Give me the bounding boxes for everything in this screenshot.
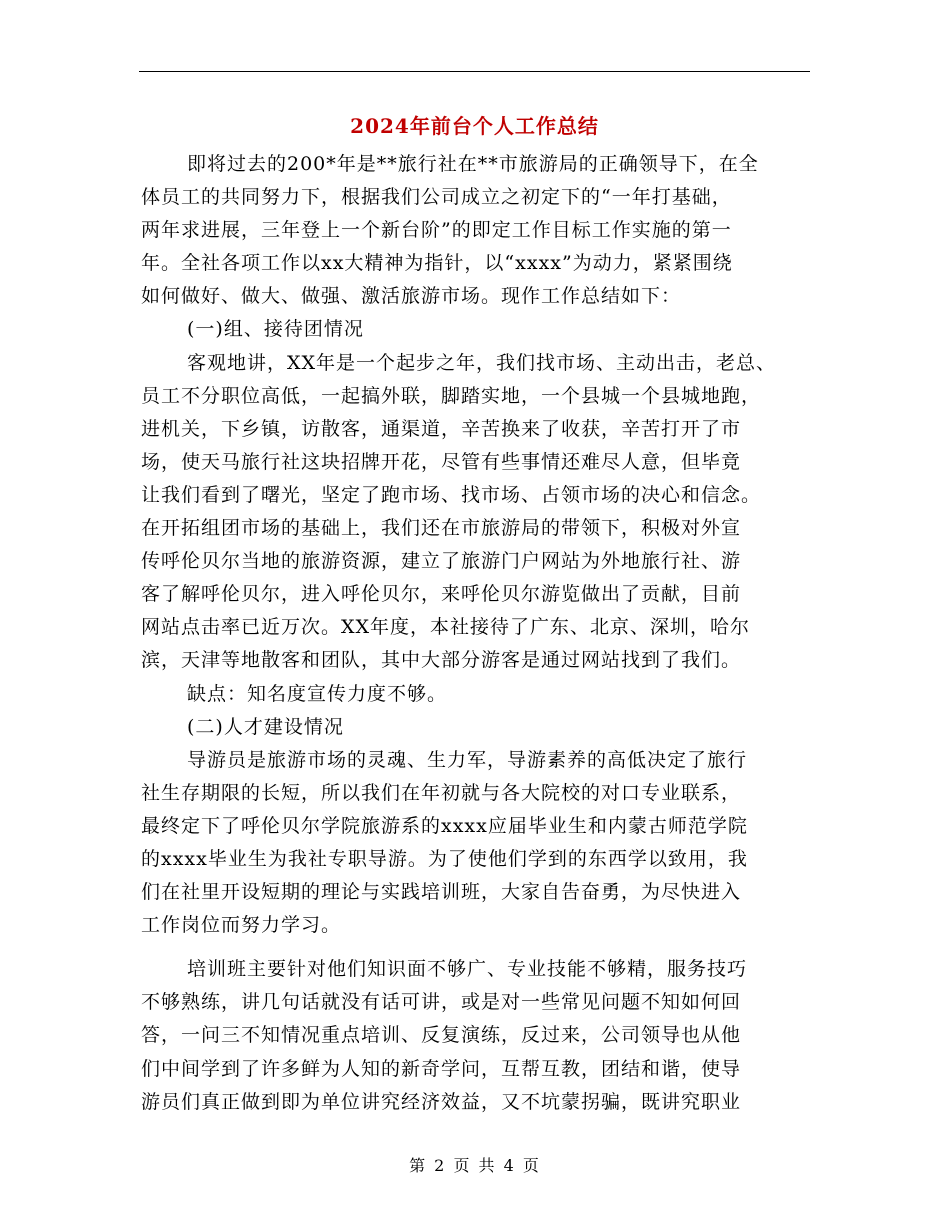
text-line: 游员们真正做到即为单位讲究经济效益，又不坑蒙拐骗，既讲究职业 xyxy=(141,1090,742,1113)
header-rule xyxy=(139,71,810,72)
text-line: 缺点：知名度宣传力度不够。 xyxy=(187,682,448,705)
text-line: 如何做好、做大、做强、激活旅游市场。现作工作总结如下： xyxy=(141,285,682,308)
text-line: 即将过去的200*年是**旅行社在**市旅游局的正确领导下，在全 xyxy=(187,153,759,175)
text-line: 网站点击率已近万次。XX年度，本社接待了广东、北京、深圳，哈尔 xyxy=(141,616,751,639)
document-body xyxy=(141,148,806,1119)
text-line: 答，一问三不知情况重点培训、反复演练，反过来，公司领导也从他 xyxy=(141,1024,742,1047)
text-line: 让我们看到了曙光，坚定了跑市场、找市场、占领市场的决心和信念。 xyxy=(141,483,762,506)
text-line: 年。全社各项工作以xx大精神为指针，以“xxxx”为动力，紧紧围绕 xyxy=(141,252,733,275)
text-line: 场，使天马旅行社这块招牌开花，尽管有些事情还难尽人意，但毕竟 xyxy=(141,450,742,473)
text-line: 两年求进展，三年登上一个新台阶”的即定工作目标工作实施的第一 xyxy=(141,219,732,242)
text-line: 员工不分职位高低，一起搞外联，脚踏实地，一个县城一个县城地跑， xyxy=(141,384,762,407)
text-line: 客观地讲，XX年是一个起步之年，我们找市场、主动出击，老总、 xyxy=(187,351,777,374)
text-line: 传呼伦贝尔当地的旅游资源，建立了旅游门户网站为外地旅行社、游 xyxy=(141,550,742,573)
text-line: 导游员是旅游市场的灵魂、生力军，导游素养的高低决定了旅行 xyxy=(187,748,748,771)
text-line: 们中间学到了许多鲜为人知的新奇学问，互帮互教，团结和谐，使导 xyxy=(141,1057,742,1080)
text-line: 客了解呼伦贝尔，进入呼伦贝尔，来呼伦贝尔游览做出了贡献，目前 xyxy=(141,583,742,606)
text-line: 进机关，下乡镇，访散客，通渠道，辛苦换来了收获，辛苦打开了市 xyxy=(141,417,742,440)
text-line: (一)组、接待团情况 xyxy=(187,318,364,341)
document-title: 2024年前台个人工作总结 xyxy=(350,114,599,138)
text-line: 培训班主要针对他们知识面不够广、专业技能不够精，服务技巧 xyxy=(187,958,748,981)
text-line: 不够熟练，讲几句话就没有话可讲，或是对一些常见问题不知如何回 xyxy=(141,991,742,1014)
text-line: 最终定下了呼伦贝尔学院旅游系的xxxx应届毕业生和内蒙古师范学院 xyxy=(141,814,748,837)
page-footer: 第 2 页 共 4 页 xyxy=(409,1156,541,1175)
text-line: 体员工的共同努力下，根据我们公司成立之初定下的“一年打基础， xyxy=(141,186,732,209)
text-line: 工作岗位而努力学习。 xyxy=(141,914,342,937)
text-line: 社生存期限的长短，所以我们在年初就与各大院校的对口专业联系， xyxy=(141,781,742,804)
text-line: 在开拓组团市场的基础上，我们还在市旅游局的带领下，积极对外宣 xyxy=(141,517,742,540)
text-line: (二)人才建设情况 xyxy=(187,715,344,738)
paragraph-gap xyxy=(141,942,806,953)
text-line: 们在社里开设短期的理论与实践培训班，大家自告奋勇，为尽快进入 xyxy=(141,881,742,904)
text-line: 滨，天津等地散客和团队，其中大部分游客是通过网站找到了我们。 xyxy=(141,649,742,672)
text-line: 的xxxx毕业生为我社专职导游。为了使他们学到的东西学以致用，我 xyxy=(141,847,748,870)
